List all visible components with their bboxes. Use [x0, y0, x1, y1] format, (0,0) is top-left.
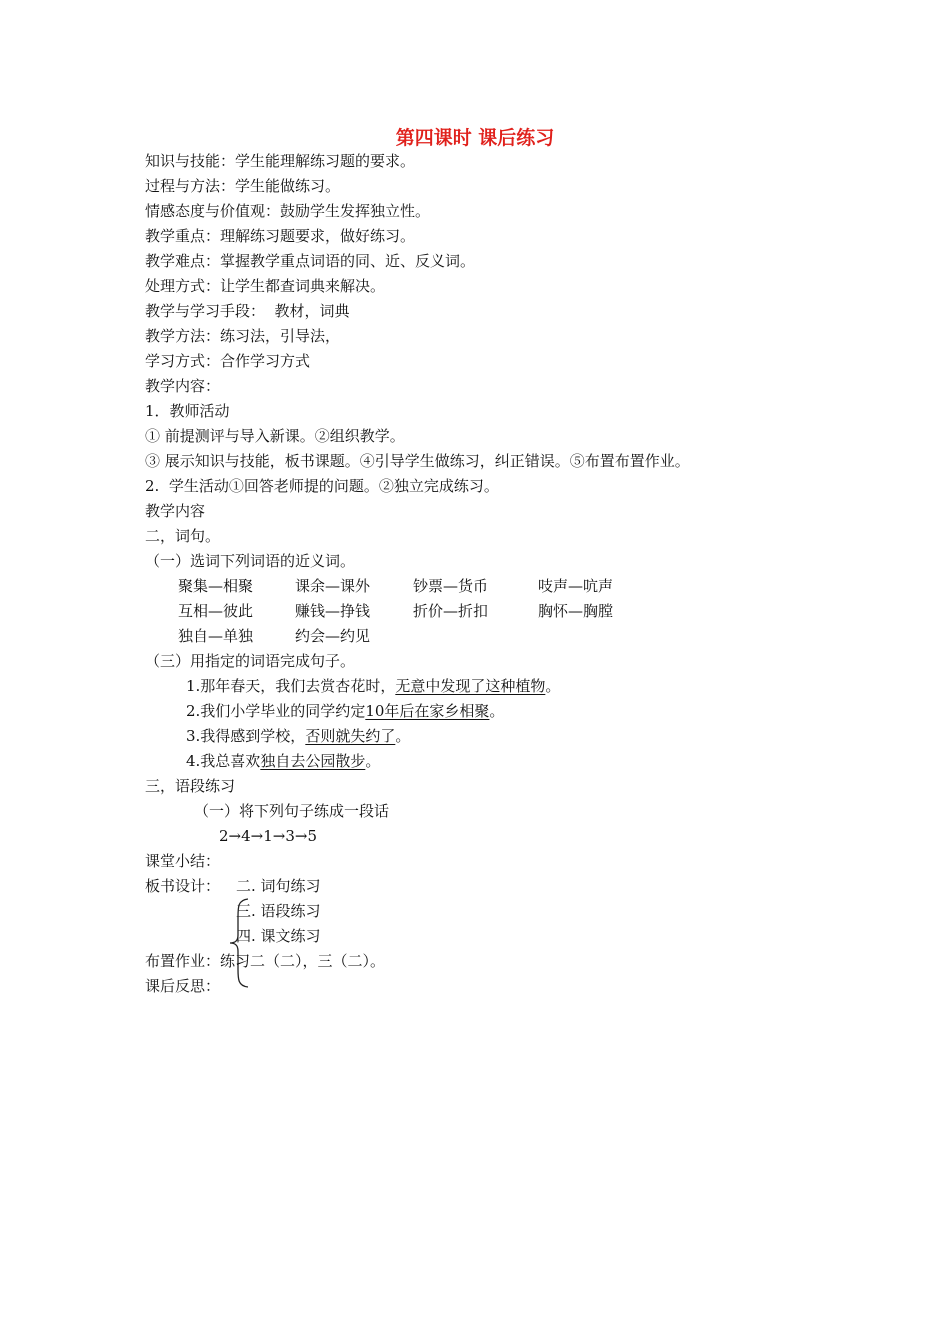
synonym-pair: 折价—折扣 [413, 602, 489, 620]
sentence-prefix: 3.我得感到学校， [186, 727, 306, 745]
student-activity-line: 2. 学生活动①回答老师提的问题。②独立完成练习。 [145, 477, 499, 495]
sentence-suffix: 。 [365, 752, 381, 770]
teaching-content-heading: 教学内容： [145, 377, 221, 395]
sentence-answer: 独自去公园散步 [260, 752, 366, 770]
class-summary-label: 课堂小结： [145, 852, 221, 870]
handling-method-line: 处理方式：让学生都查词典来解决。 [145, 277, 386, 295]
synonym-pair: 钞票—货币 [413, 577, 489, 595]
board-item: 四. 课文练习 [236, 927, 321, 945]
process-method-line: 过程与方法：学生能做练习。 [145, 177, 341, 195]
board-item: 二. 词句练习 [236, 877, 321, 895]
sentence-item-1 [186, 676, 560, 696]
synonym-pair: 吱声—吭声 [538, 577, 614, 595]
teacher-activity-line-2: ③ 展示知识与技能，板书课题。④引导学生做练习，纠正错误。⑤布置布置作业。 [145, 452, 690, 470]
synonym-pair: 赚钱—挣钱 [295, 602, 371, 620]
synonym-pair: 互相—彼此 [178, 602, 254, 620]
sentence-prefix: 1.那年春天，我们去赏杏花时， [186, 677, 396, 695]
paragraph-task: （一）将下列句子练成一段话 [194, 802, 390, 820]
teacher-activity-heading: 1．教师活动 [145, 402, 230, 420]
learning-style-line: 学习方式：合作学习方式 [145, 352, 311, 370]
sentence-suffix: 。 [489, 702, 505, 720]
brace-icon [226, 897, 256, 989]
sentence-task-heading: （三）用指定的词语完成句子。 [145, 652, 356, 670]
homework-line: 布置作业：练习二（二），三（二）。 [145, 952, 386, 970]
teaching-difficulty-line: 教学难点：掌握教学重点词语的同、近、反义词。 [145, 252, 476, 270]
sentence-item-3 [186, 726, 410, 746]
synonym-pair: 约会—约见 [295, 627, 371, 645]
sentence-answer: 无意中发现了这种植物 [395, 677, 546, 695]
teaching-focus-line: 教学重点：理解练习题要求，做好练习。 [145, 227, 416, 245]
knowledge-skill-line: 知识与技能：学生能理解练习题的要求。 [145, 152, 416, 170]
teaching-method-line: 教学方法：练习法，引导法， [145, 327, 341, 345]
sentence-answer: 否则就失约了 [305, 727, 396, 745]
emotion-values-line: 情感态度与价值观：鼓励学生发挥独立性。 [145, 202, 431, 220]
sentence-suffix: 。 [395, 727, 411, 745]
synonym-pair: 聚集—相聚 [178, 577, 254, 595]
teaching-means-line: 教学与学习手段： 教材，词典 [145, 302, 350, 320]
sentence-answer: 10年后在家乡相聚 [365, 702, 490, 720]
synonym-pair: 独自—单独 [178, 627, 254, 645]
sentence-prefix: 4.我总喜欢 [186, 752, 261, 770]
sentence-item-4 [186, 751, 380, 771]
synonym-pair: 胸怀—胸膛 [538, 602, 614, 620]
synonym-pair: 课余—课外 [295, 577, 371, 595]
sentence-suffix: 。 [545, 677, 561, 695]
sentence-prefix: 2.我们小学毕业的同学约定 [186, 702, 366, 720]
sentence-item-2 [186, 701, 504, 721]
teacher-activity-line-1: ① 前提测评与导入新课。②组织教学。 [145, 427, 405, 445]
teaching-content-label: 教学内容 [145, 502, 206, 520]
section-paragraph-heading: 三，语段练习 [145, 777, 236, 795]
board-item: 三. 语段练习 [236, 902, 321, 920]
page-title: 第四课时 课后练习 [395, 127, 555, 149]
reflection-label: 课后反思： [145, 977, 221, 995]
sentence-order: 2→4→1→3→5 [219, 827, 317, 845]
synonym-task-heading: （一）选词下列词语的近义词。 [145, 552, 356, 570]
section-words-heading: 二，词句。 [145, 527, 221, 545]
board-design-label: 板书设计： [145, 877, 221, 895]
